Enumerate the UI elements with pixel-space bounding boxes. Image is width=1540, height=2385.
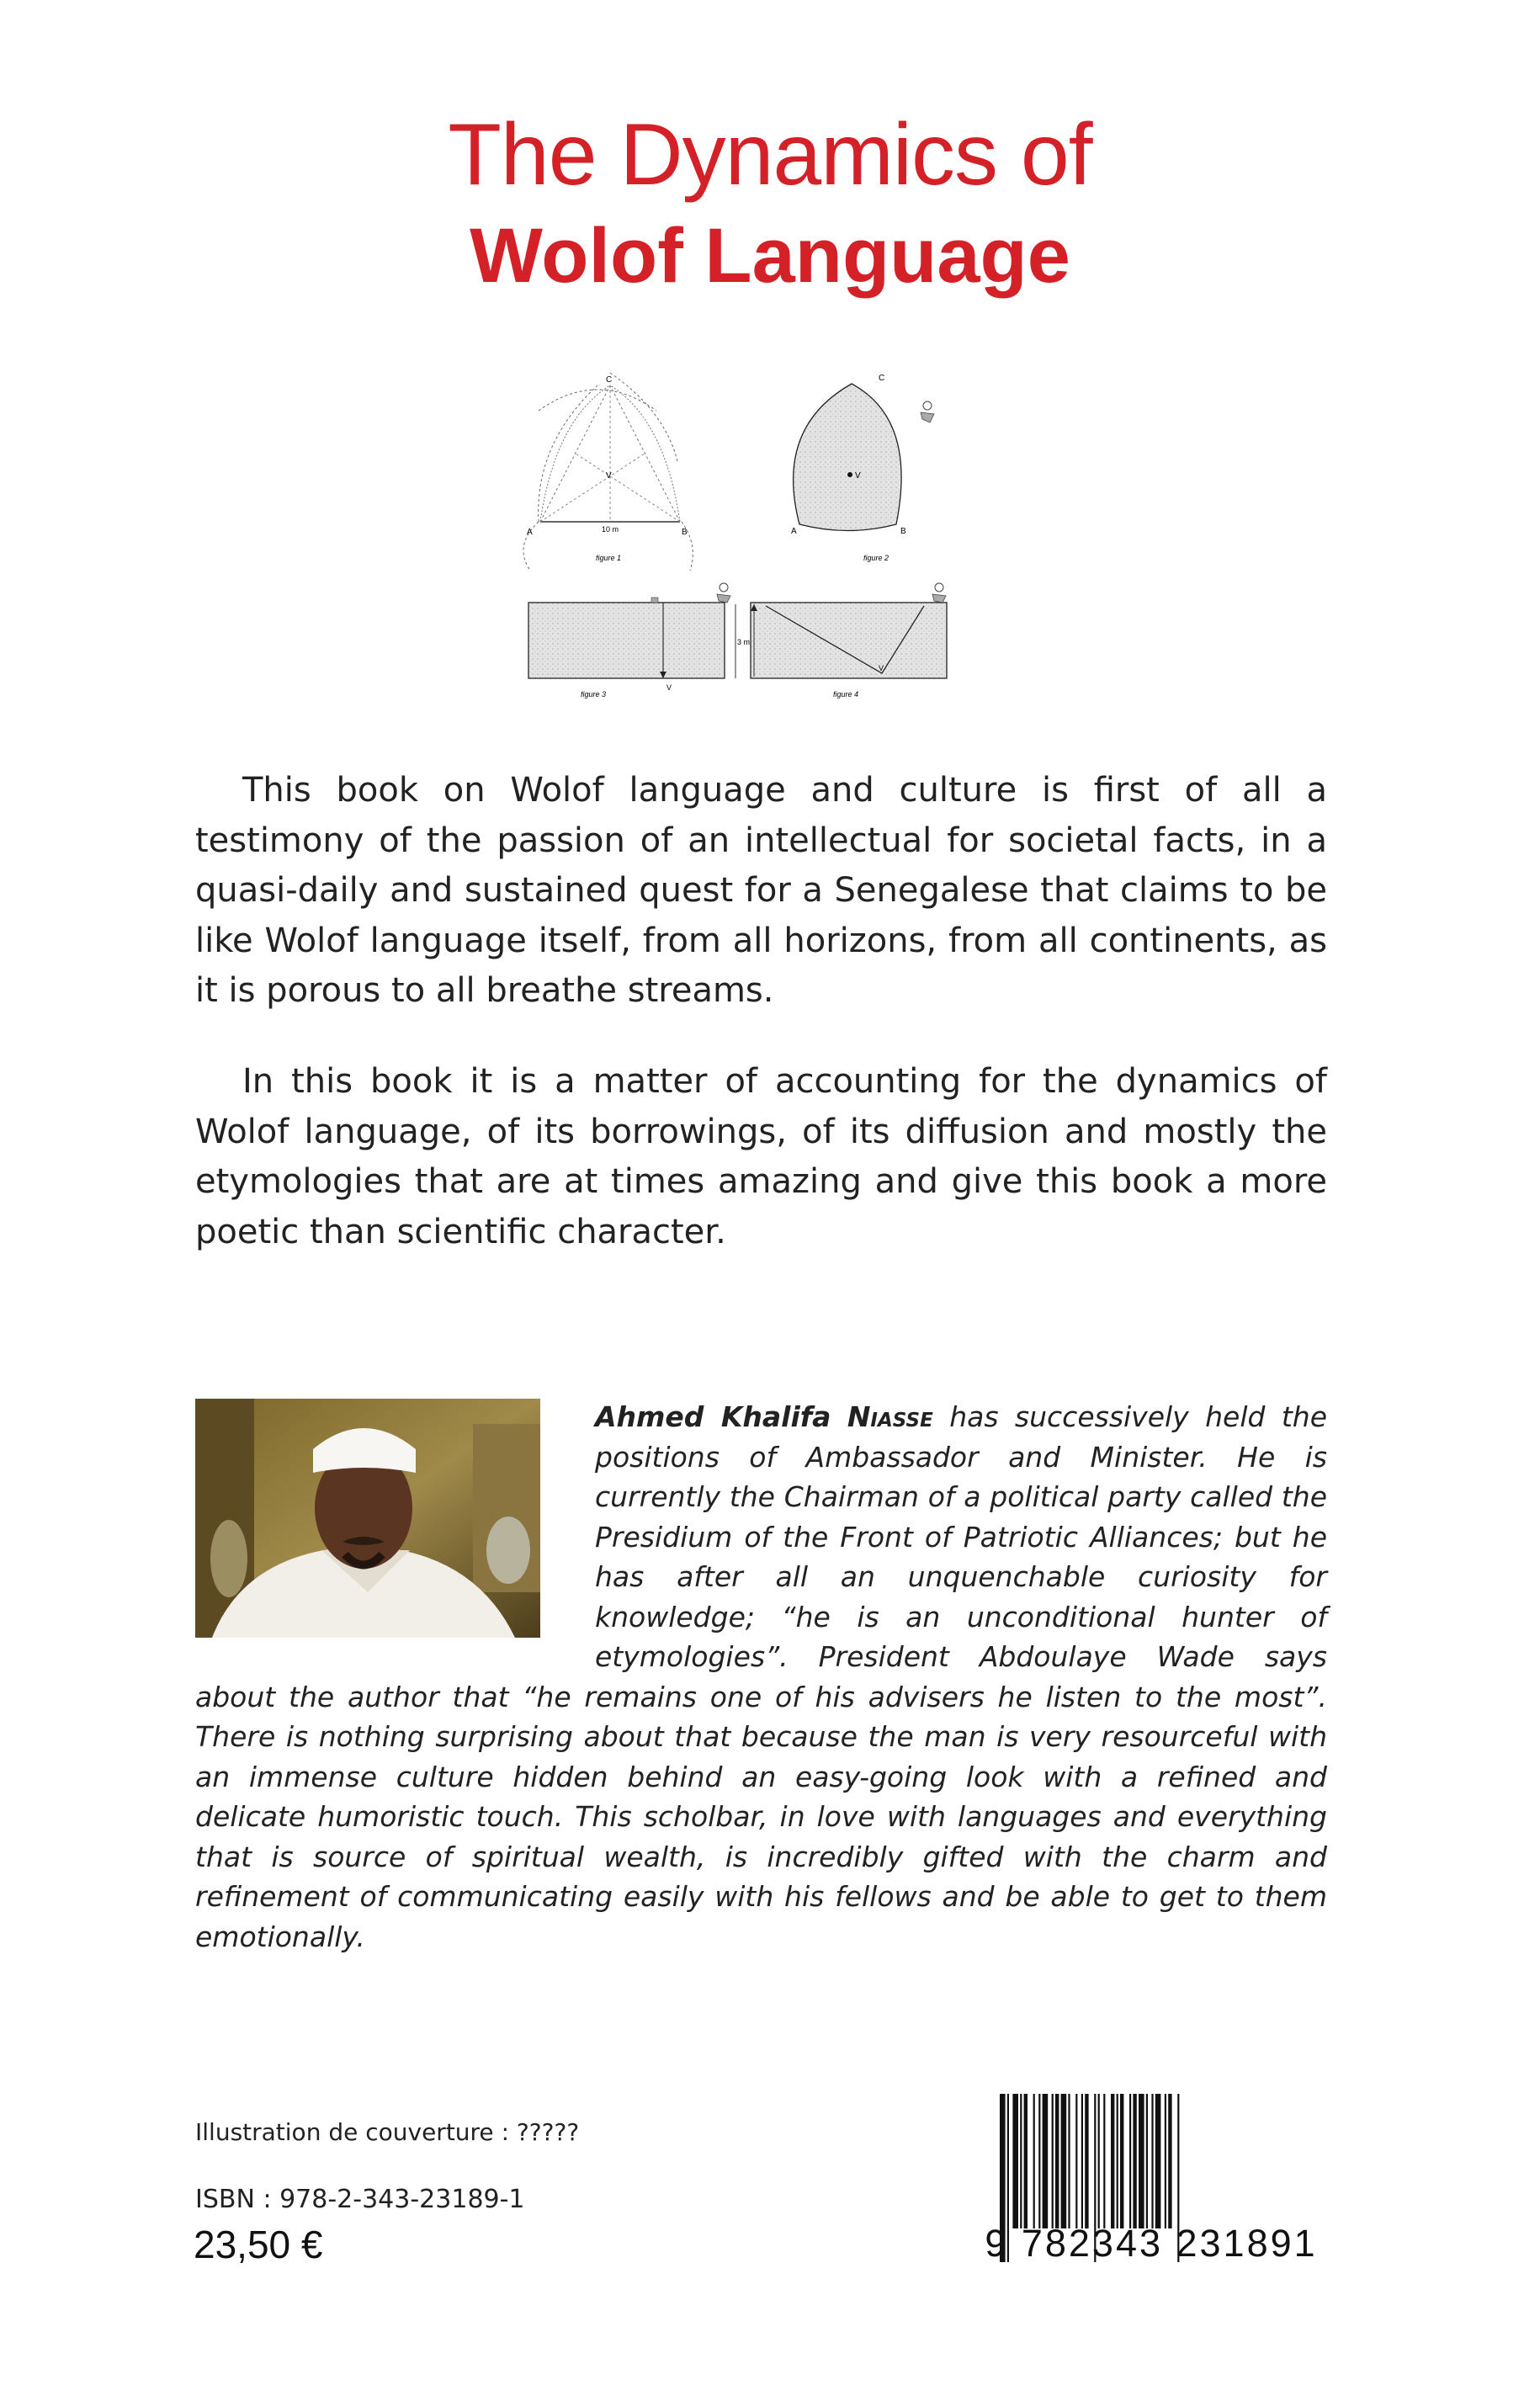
barcode-bar [1085,2094,1088,2228]
photo-spacer [195,1397,595,1675]
barcode-bar [1165,2094,1166,2228]
barcode-bar [1038,2094,1040,2228]
fig1-label-c: C [606,375,613,385]
barcode-bar [1061,2094,1067,2228]
figure-2 [791,374,934,562]
title-line-2: Wolof Language [470,213,1070,299]
author-surname: Niasse [847,1400,933,1433]
barcode-bar [1151,2094,1153,2228]
author-bio-text: has successively held the positions of Ambassador and Minister. He is currently the Chairman of a political party called the Presidium of the Front of Patriotic Alliances; but he has after all an unquenchable curiosity for knowledge; “he is an unconditional hunter of etymologies”. President Abdoulaye Wade says about the author that “he remains one of his advisers he listen to the most”. There is nothing surprising about that because the man is very resourceful with an immense culture hidden behind an easy-going look with a refined and delicate humoristic touch. This scholbar, in love with languages and everything that is source of spiritual wealth, is incredibly gifted with the charm and refinement of communicating easily with his fellows and be able to get to them emotionally. [195,1400,1327,1953]
description-paragraph-1: This book on Wolof language and culture is first of all a testimony of the passion of an intellectual for societal facts, in a quasi-daily and sustained quest for a Senegalese that claims to be like Wolof language itself, from all horizons, from all continents, as it is porous to all breathe streams. [195,771,1327,1010]
barcode-bar [1117,2094,1118,2228]
illustration-credit: Illustration de couverture : ????? [195,2118,580,2146]
figures-illustration [522,360,976,701]
figure-1 [523,373,693,571]
fig1-dimension: 10 m [602,525,619,534]
barcode-bar [1068,2094,1070,2228]
figure-3-caption: figure 3 [581,690,607,699]
barcode-bar [1012,2094,1018,2228]
barcode-bar [1033,2094,1035,2228]
description-paragraph-2: In this book it is a matter of accounting for the dynamics of Wolof language, of its borrowings, of its diffusion and mostly the etymologies that are at times amazing and give this book a more poetic than scientific character. [195,1062,1327,1251]
barcode-bar [1168,2094,1171,2228]
barcode-bar [1055,2094,1059,2228]
fig3-dimension: 3 m [737,638,751,646]
figure-3 [528,583,750,699]
geometry-figures [522,360,976,701]
fig1-label-a: A [527,528,533,537]
barcode-bar [1052,2094,1054,2228]
fig1-label-v: V [606,471,612,481]
price: 23,50 € [194,2223,323,2266]
barcode-bar [1098,2094,1100,2228]
figure-4 [751,583,947,699]
barcode-bar [1081,2094,1083,2228]
fig2-label-v: V [855,471,861,481]
fig1-label-b: B [682,528,688,537]
barcode-bar [1133,2094,1136,2228]
figure-4-caption: figure 4 [833,690,859,699]
isbn: ISBN : 978-2-343-23189-1 [195,2185,525,2214]
barcode-digits: 9 782343 231891 [985,2222,1318,2265]
author-first-names: Ahmed Khalifa [595,1400,831,1433]
fig2-label-b: B [900,527,906,536]
fig4-label-v: V [879,664,884,672]
barcode-bar [1129,2094,1131,2228]
fig2-label-a: A [791,527,797,536]
figure-2-caption: figure 2 [863,554,889,562]
fig2-label-c: C [879,374,885,383]
barcode-bar [1139,2094,1144,2228]
barcode-bar [1020,2094,1022,2228]
barcode-bar [1103,2094,1105,2228]
barcode-bar [1111,2094,1114,2228]
barcode-bar [1043,2094,1049,2228]
author-bio [195,1397,1327,1957]
barcode-bar [1024,2094,1028,2228]
fig3-label-v: V [666,683,672,692]
barcode-bar [1120,2094,1123,2228]
barcode-bar [1155,2094,1161,2228]
barcode-bar [1146,2094,1148,2228]
title-line-1: The Dynamics of [448,106,1092,204]
barcode-bar [1075,2094,1077,2228]
figure-1-caption: figure 1 [596,554,622,562]
